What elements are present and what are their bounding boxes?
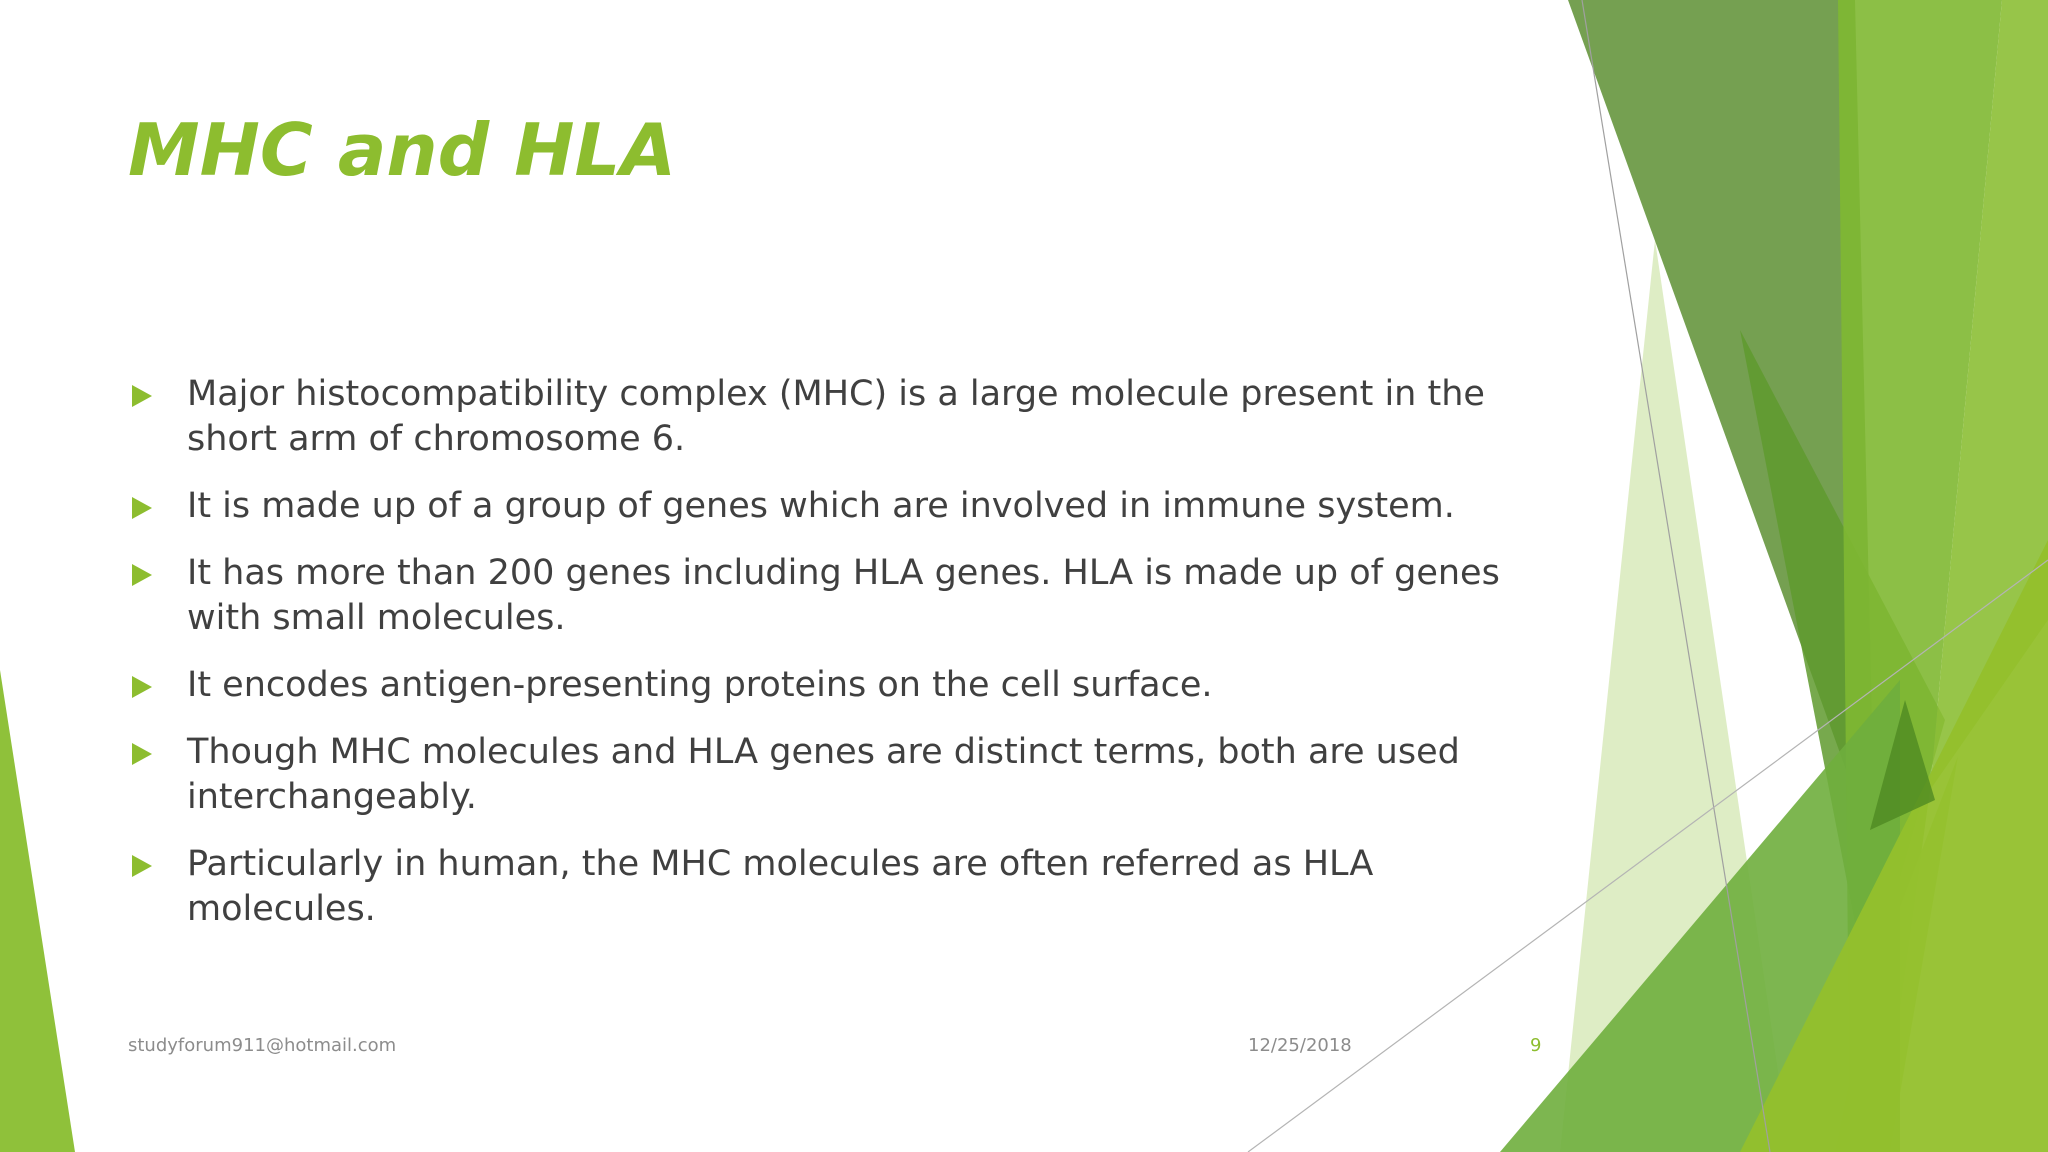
bullet-item — [132, 842, 1552, 932]
triangle-bullet-icon — [132, 676, 152, 698]
triangle-bullet-icon — [132, 564, 152, 586]
bullet-text: Major histocompatibility complex (MHC) is a large molecule present in the short arm of chromosome 6. — [187, 374, 1485, 459]
footer-page-number: 9 — [1530, 1035, 1542, 1056]
triangle-bullet-icon — [132, 385, 152, 407]
bullet-text: Though MHC molecules and HLA genes are distinct terms, both are used interchangeably. — [187, 732, 1460, 817]
bullet-item — [132, 372, 1552, 462]
bullet-list — [132, 372, 1552, 954]
bullet-text: It has more than 200 genes including HLA genes. HLA is made up of genes with small molecules. — [187, 553, 1500, 638]
triangle-bullet-icon — [132, 743, 152, 765]
triangle-bullet-icon — [132, 497, 152, 519]
bullet-item — [132, 730, 1552, 820]
bullet-item — [132, 663, 1552, 708]
footer-email: studyforum911@hotmail.com — [128, 1035, 397, 1056]
slide-title: MHC and HLA — [128, 108, 677, 192]
left-green-wedge — [0, 670, 75, 1152]
footer-date: 12/25/2018 — [1248, 1035, 1352, 1056]
bullet-item — [132, 484, 1552, 529]
triangle-bullet-icon — [132, 855, 152, 877]
bullet-text: Particularly in human, the MHC molecules are often referred as HLA molecules. — [187, 844, 1374, 929]
bullet-item — [132, 551, 1552, 641]
bullet-text: It encodes antigen-presenting proteins on the cell surface. — [187, 665, 1213, 705]
bullet-text: It is made up of a group of genes which are involved in immune system. — [187, 486, 1455, 526]
